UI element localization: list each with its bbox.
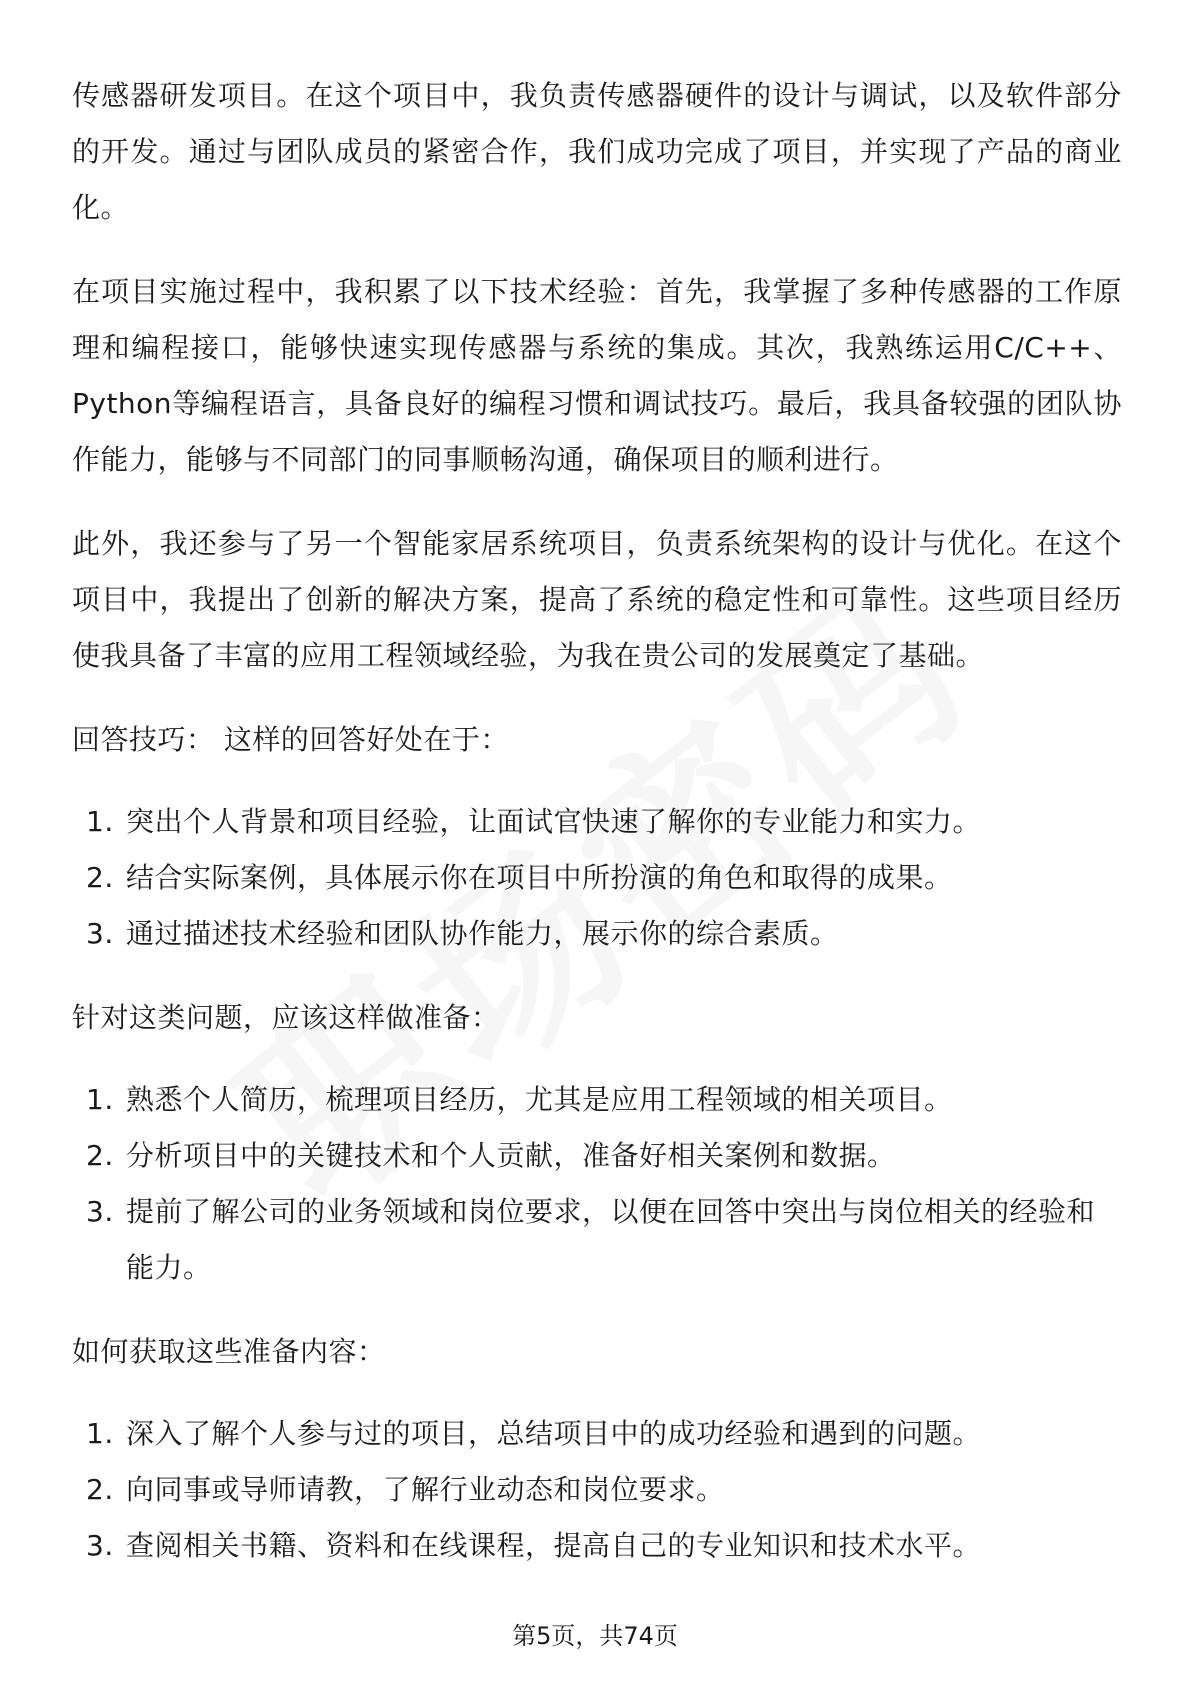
list-number: 1. (86, 1417, 114, 1450)
list-item (72, 1518, 1122, 1574)
list-number: 3. (86, 917, 114, 950)
obtain-list (72, 1406, 1122, 1574)
list-item-text: 分析项目中的关键技术和个人贡献，准备好相关案例和数据。 (126, 1139, 896, 1172)
list-number: 2. (86, 1473, 114, 1506)
prepare-heading: 针对这类问题，应该这样做准备： (72, 1001, 500, 1034)
tips-heading: 回答技巧： 这样的回答好处在于： (72, 723, 509, 756)
list-number: 3. (86, 1529, 114, 1562)
paragraph-smart-home-project: 此外，我还参与了另一个智能家居系统项目，负责系统架构的设计与优化。在这个项目中，我提出了创新的解决方案，提高了系统的稳定性和可靠性。这些项目经历使我具备了丰富的应用工程领域经验，为我在贵公司的发展奠定了基础。 (72, 527, 1122, 672)
list-item (72, 850, 1122, 906)
page-number: 第5页，共74页 (512, 1622, 678, 1650)
list-item (72, 906, 1122, 962)
list-item-text: 结合实际案例，具体展示你在项目中所扮演的角色和取得的成果。 (126, 861, 953, 894)
paragraph-project-intro: 传感器研发项目。在这个项目中，我负责传感器硬件的设计与调试，以及软件部分的开发。通过与团队成员的紧密合作，我们成功完成了项目，并实现了产品的商业化。 (72, 79, 1122, 224)
list-item (72, 794, 1122, 850)
list-item-text: 深入了解个人参与过的项目，总结项目中的成功经验和遇到的问题。 (126, 1417, 982, 1450)
list-number: 1. (86, 805, 114, 838)
list-item (72, 1406, 1122, 1462)
list-item-text: 熟悉个人简历，梳理项目经历，尤其是应用工程领域的相关项目。 (126, 1083, 953, 1116)
list-number: 2. (86, 1139, 114, 1172)
list-item-text: 突出个人背景和项目经验，让面试官快速了解你的专业能力和实力。 (126, 805, 982, 838)
list-number: 2. (86, 861, 114, 894)
list-item (72, 1462, 1122, 1518)
list-item-text: 查阅相关书籍、资料和在线课程，提高自己的专业知识和技术水平。 (126, 1529, 982, 1562)
list-item-text: 通过描述技术经验和团队协作能力，展示你的综合素质。 (126, 917, 839, 950)
obtain-heading: 如何获取这些准备内容： (72, 1335, 386, 1368)
list-item-text: 向同事或导师请教，了解行业动态和岗位要求。 (126, 1473, 725, 1506)
list-item-text: 提前了解公司的业务领域和岗位要求，以便在回答中突出与岗位相关的经验和能力。 (126, 1195, 1096, 1284)
list-item (72, 1128, 1122, 1184)
list-number: 3. (86, 1195, 114, 1228)
list-item (72, 1072, 1122, 1128)
tips-list (72, 794, 1122, 962)
list-number: 1. (86, 1083, 114, 1116)
paragraph-technical-experience: 在项目实施过程中，我积累了以下技术经验：首先，我掌握了多种传感器的工作原理和编程接口，能够快速实现传感器与系统的集成。其次，我熟练运用C/C++、Python等编程语言，具备良好的编程习惯和调试技巧。最后，我具备较强的团队协作能力，能够与不同部门的同事顺畅沟通，确保项目的顺利进行。 (72, 275, 1122, 476)
prepare-list (72, 1072, 1122, 1296)
page-content (72, 68, 1122, 1574)
list-item (72, 1184, 1122, 1296)
